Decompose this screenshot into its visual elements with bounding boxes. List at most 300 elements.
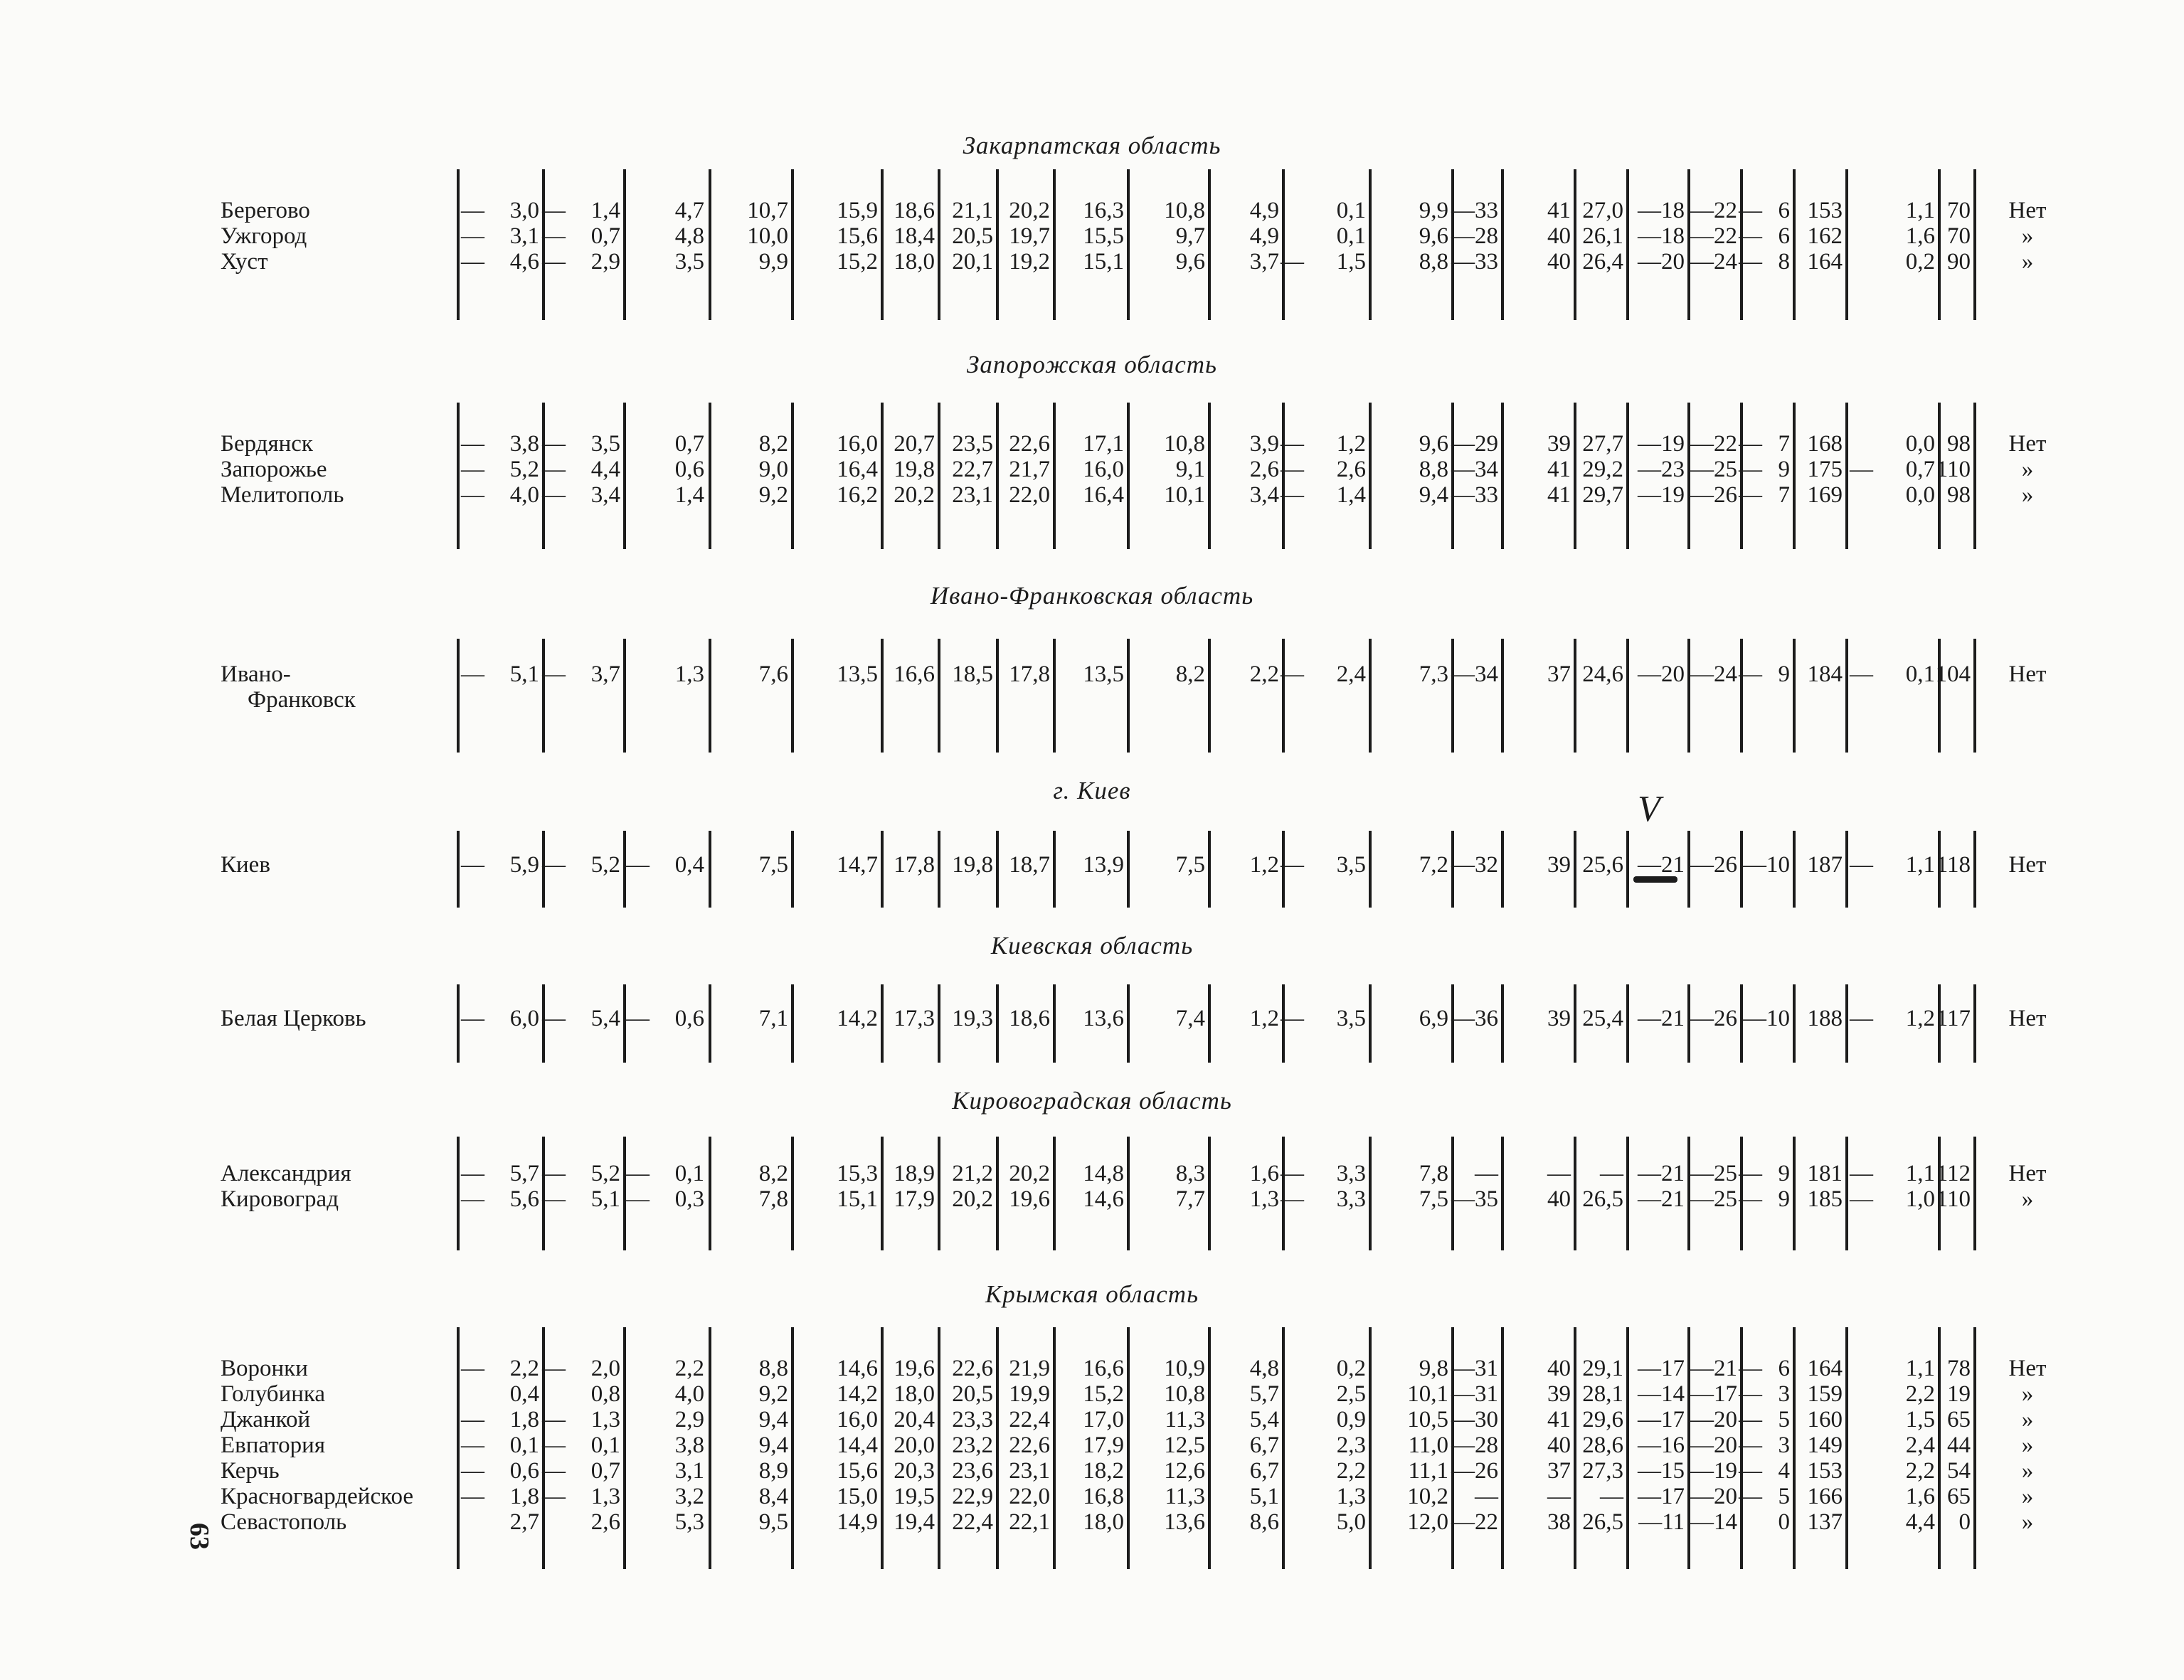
- table-cell: [1370, 198, 1448, 223]
- column-rule: [1626, 639, 1629, 753]
- cell-value: 117: [1936, 1006, 1971, 1031]
- table-cell: [993, 1006, 1050, 1031]
- cell-value: 21,2: [952, 1161, 993, 1186]
- cell-value: 149: [1807, 1432, 1843, 1458]
- cell-value: 4: [1778, 1458, 1790, 1484]
- cell-value: 14,6: [837, 1356, 878, 1381]
- table-cell: [936, 1458, 993, 1484]
- cell-value: 1,6: [1249, 1161, 1279, 1186]
- table-cell: [710, 1161, 788, 1186]
- cell-value: 17,8: [894, 852, 935, 878]
- cell-value: 10,2: [1407, 1484, 1448, 1509]
- cell-value: —22: [1690, 198, 1737, 223]
- cell-value: —14: [1690, 1509, 1737, 1535]
- station-name: Мелитополь: [221, 482, 344, 508]
- table-cell: [936, 1186, 993, 1212]
- table-cell: [1448, 1484, 1498, 1509]
- cell-value: 3,7: [1249, 249, 1279, 275]
- station-name: Воронки: [221, 1356, 308, 1381]
- column-rule: [1973, 831, 1976, 908]
- cell-value: 12,5: [1164, 1432, 1205, 1458]
- cell-value: 5,1: [1249, 1484, 1279, 1509]
- data-column: [710, 1161, 788, 1212]
- minus-sign: —: [1281, 1161, 1304, 1186]
- remark-none: Нет: [2008, 661, 2047, 687]
- table-cell: [936, 249, 993, 275]
- cell-value: 17,1: [1083, 431, 1124, 457]
- data-column: [1793, 852, 1843, 878]
- table-cell: [1850, 482, 1935, 508]
- table-cell: [1850, 1458, 1935, 1484]
- table-cell: [1793, 1006, 1843, 1031]
- table-cell: [1201, 1509, 1279, 1535]
- cell-value: 22,0: [1009, 1484, 1050, 1509]
- cell-value: 29,2: [1582, 457, 1623, 482]
- pen-check-mark: V: [1638, 789, 1660, 829]
- table-cell: [993, 661, 1050, 687]
- cell-value: 187: [1807, 852, 1843, 878]
- minus-sign: —: [461, 223, 484, 249]
- data-column: [1623, 198, 1685, 275]
- table-cell: [1739, 223, 1790, 249]
- cell-value: 20,2: [1009, 198, 1050, 223]
- cell-value: 19,5: [894, 1484, 935, 1509]
- remark-column: [1985, 1161, 2070, 1212]
- cell-value: 44: [1947, 1432, 1971, 1458]
- cell-value: —21: [1638, 1006, 1685, 1031]
- cell-value: 8,4: [758, 1484, 788, 1509]
- cell-value: 137: [1807, 1509, 1843, 1535]
- data-column: [1281, 852, 1366, 878]
- table-cell: [1127, 482, 1205, 508]
- cell-value: 153: [1807, 1458, 1843, 1484]
- cell-value: —34: [1451, 661, 1498, 687]
- cell-value: 3,0: [509, 198, 539, 223]
- data-column: [1046, 198, 1124, 275]
- table-cell: [993, 1509, 1050, 1535]
- table-cell: [1046, 1432, 1124, 1458]
- data-column: [878, 661, 935, 687]
- data-column: [1127, 431, 1205, 508]
- cell-value: 18,6: [894, 198, 935, 223]
- station-name: Севастополь: [221, 1509, 347, 1535]
- cell-value: 0,4: [509, 1381, 539, 1407]
- cell-value: 21,7: [1009, 457, 1050, 482]
- table-cell: [1574, 431, 1623, 457]
- column-rule: [1208, 639, 1211, 753]
- cell-value: 1,4: [674, 482, 704, 508]
- table-cell: [1574, 1161, 1623, 1186]
- cell-value: 3: [1778, 1381, 1790, 1407]
- cell-value: 11,1: [1408, 1458, 1448, 1484]
- cell-value: 9,7: [1175, 223, 1205, 249]
- table-cell: [1127, 1006, 1205, 1031]
- table-cell: [1448, 1186, 1498, 1212]
- minus-sign: —: [542, 198, 566, 223]
- cell-value: 159: [1807, 1381, 1843, 1407]
- data-column: [1500, 431, 1571, 508]
- cell-value: 9,0: [758, 457, 788, 482]
- cell-value: —26: [1451, 1458, 1498, 1484]
- cell-value: 0,7: [590, 223, 620, 249]
- table-cell: [1281, 1356, 1366, 1381]
- table-cell: [1935, 1509, 1971, 1535]
- cell-value: 0,1: [509, 1432, 539, 1458]
- cell-value: —17: [1690, 1381, 1737, 1407]
- table-cell: [542, 431, 620, 457]
- data-column: [1623, 852, 1685, 878]
- table-cell: [542, 1458, 620, 1484]
- cell-value: 19,2: [1009, 249, 1050, 275]
- data-column: [1448, 198, 1498, 275]
- cell-value: 16,0: [837, 1407, 878, 1432]
- data-column: [1370, 852, 1448, 878]
- data-column: [626, 431, 704, 508]
- data-column: [1500, 661, 1571, 687]
- table-cell: [1793, 482, 1843, 508]
- cell-value: —14: [1638, 1381, 1685, 1407]
- cell-value: 2,4: [1336, 661, 1366, 687]
- cell-value: 11,3: [1165, 1484, 1205, 1509]
- table-cell: [1686, 249, 1737, 275]
- data-column: [626, 661, 704, 687]
- cell-value: 0,1: [1905, 661, 1935, 687]
- table-cell: [626, 852, 704, 878]
- cell-value: 17,0: [1083, 1407, 1124, 1432]
- cell-value: 0,7: [674, 431, 704, 457]
- cell-value: 16,6: [894, 661, 935, 687]
- cell-value: 1,5: [1336, 249, 1366, 275]
- data-column: [793, 198, 878, 275]
- table-cell: [793, 1458, 878, 1484]
- cell-value: —10: [1743, 1006, 1790, 1031]
- cell-value: 4,7: [674, 198, 704, 223]
- remark-none: Нет: [2008, 1006, 2047, 1031]
- cell-value: 0,7: [590, 1458, 620, 1484]
- data-column: [936, 852, 993, 878]
- cell-value: 4,0: [509, 482, 539, 508]
- table-cell: [542, 852, 620, 878]
- minus-sign: —: [542, 661, 566, 687]
- table-cell: [1201, 1161, 1279, 1186]
- table-cell: [1739, 1356, 1790, 1381]
- cell-value: 175: [1807, 457, 1843, 482]
- table-cell: [1370, 852, 1448, 878]
- table-cell: [1574, 223, 1623, 249]
- data-column: [1850, 198, 1935, 275]
- table-cell: [1739, 661, 1790, 687]
- cell-value: —: [1600, 1484, 1623, 1509]
- table-cell: [1046, 1381, 1124, 1407]
- table-cell: [1623, 1006, 1685, 1031]
- table-cell: [1046, 661, 1124, 687]
- minus-sign: —: [542, 249, 566, 275]
- cell-value: 9,5: [758, 1509, 788, 1535]
- cell-value: —24: [1690, 661, 1737, 687]
- cell-value: —28: [1451, 223, 1498, 249]
- table-cell: [1850, 852, 1935, 878]
- table-cell: [936, 223, 993, 249]
- cell-value: 9,2: [758, 1381, 788, 1407]
- table-cell: [1739, 482, 1790, 508]
- table-cell: [1448, 1356, 1498, 1381]
- table-cell: [793, 198, 878, 223]
- region-title: г. Киев: [1053, 777, 1131, 804]
- column-rule: [457, 403, 460, 549]
- table-cell: [1201, 1356, 1279, 1381]
- table-cell: [461, 431, 539, 457]
- remark-none: Нет: [2008, 1356, 2047, 1381]
- table-cell: [1201, 1484, 1279, 1509]
- table-cell: [1448, 1407, 1498, 1432]
- minus-sign: —: [461, 1356, 484, 1381]
- cell-value: —25: [1690, 1161, 1737, 1186]
- table-cell: [1574, 852, 1623, 878]
- cell-value: 20,2: [1009, 1161, 1050, 1186]
- column-rule: [1740, 639, 1743, 753]
- cell-value: 9,4: [1419, 482, 1448, 508]
- table-cell: [1793, 249, 1843, 275]
- cell-value: 9,6: [1419, 223, 1448, 249]
- table-cell: [936, 482, 993, 508]
- cell-value: 7,7: [1175, 1186, 1205, 1212]
- table-cell: [1623, 431, 1685, 457]
- station-name: Киев: [221, 852, 270, 878]
- table-cell: [1935, 661, 1971, 687]
- data-column: [461, 1006, 539, 1031]
- column-rule: [938, 639, 940, 753]
- table-cell: [1850, 1006, 1935, 1031]
- minus-sign: —: [1850, 1161, 1873, 1186]
- minus-sign: —: [1850, 852, 1873, 878]
- table-cell: [1686, 1432, 1737, 1458]
- data-column: [1448, 1356, 1498, 1535]
- cell-value: —34: [1451, 457, 1498, 482]
- table-cell: [542, 1381, 620, 1407]
- table-cell: [1370, 1407, 1448, 1432]
- table-cell: [1850, 1381, 1935, 1407]
- minus-sign: —: [1739, 661, 1762, 687]
- table-cell: [1127, 457, 1205, 482]
- table-cell: [1370, 249, 1448, 275]
- table-cell: [1793, 1484, 1843, 1509]
- cell-value: 1,3: [1336, 1484, 1366, 1509]
- cell-value: 0,0: [1905, 431, 1935, 457]
- data-column: [1127, 852, 1205, 878]
- cell-value: —20: [1638, 661, 1685, 687]
- cell-value: 153: [1807, 198, 1843, 223]
- data-column: [1127, 661, 1205, 687]
- minus-sign: —: [461, 431, 484, 457]
- data-column: [1201, 198, 1279, 275]
- table-cell: [1127, 198, 1205, 223]
- data-column: [461, 1356, 539, 1535]
- column-rule: [1973, 403, 1976, 549]
- cell-value: 5,2: [590, 852, 620, 878]
- station-name: Ивано-: [221, 661, 291, 687]
- column-rule: [1793, 639, 1796, 753]
- cell-value: —: [1547, 1161, 1571, 1186]
- cell-value: 1,4: [590, 198, 620, 223]
- data-column: [1850, 852, 1935, 878]
- data-column: [1046, 1006, 1124, 1031]
- table-cell: [878, 661, 935, 687]
- column-rule: [1973, 1327, 1976, 1569]
- table-cell: [461, 1356, 539, 1381]
- table-cell: [1500, 661, 1571, 687]
- cell-value: —: [1475, 1161, 1498, 1186]
- table-cell: [1201, 1186, 1279, 1212]
- data-column: [626, 1006, 704, 1031]
- data-column: [1623, 431, 1685, 508]
- table-cell: [1448, 249, 1498, 275]
- table-cell: [1739, 431, 1790, 457]
- table-cell: [1448, 223, 1498, 249]
- data-column: [461, 1161, 539, 1212]
- cell-value: 19,6: [1009, 1186, 1050, 1212]
- column-rule: [457, 831, 460, 908]
- minus-sign: —: [542, 431, 566, 457]
- cell-value: 7,1: [758, 1006, 788, 1031]
- data-column: [1281, 1006, 1366, 1031]
- data-column: [1935, 1006, 1971, 1031]
- cell-value: —36: [1451, 1006, 1498, 1031]
- table-cell: [1850, 1484, 1935, 1509]
- table-cell: [461, 198, 539, 223]
- cell-value: —24: [1690, 249, 1737, 275]
- data-column: [1850, 661, 1935, 687]
- data-column: [1046, 1356, 1124, 1535]
- column-rule: [457, 984, 460, 1063]
- data-column: [1201, 1161, 1279, 1212]
- ditto-mark: »: [2021, 1381, 2034, 1407]
- cell-value: 23,1: [1009, 1458, 1050, 1484]
- cell-value: 9,9: [758, 249, 788, 275]
- column-rule: [1451, 639, 1454, 753]
- region-title: Крымская область: [985, 1280, 1199, 1308]
- cell-value: —21: [1638, 1186, 1685, 1212]
- remark-column: [1985, 852, 2070, 878]
- table-cell: [936, 1484, 993, 1509]
- data-column: [710, 852, 788, 878]
- cell-value: 0,1: [1336, 223, 1366, 249]
- data-column: [993, 198, 1050, 275]
- table-cell: [1127, 1509, 1205, 1535]
- cell-value: 10,0: [747, 223, 788, 249]
- cell-value: 0,1: [674, 1161, 704, 1186]
- table-cell: [1500, 1432, 1571, 1458]
- table-cell: [1850, 223, 1935, 249]
- minus-sign: —: [542, 1432, 566, 1458]
- table-cell: [1935, 1161, 1971, 1186]
- minus-sign: —: [461, 1186, 484, 1212]
- table-cell: [1686, 852, 1737, 878]
- table-cell: [626, 1484, 704, 1509]
- cell-value: 1,3: [674, 661, 704, 687]
- cell-value: 14,7: [837, 852, 878, 878]
- cell-value: 2,2: [509, 1356, 539, 1381]
- cell-value: —17: [1638, 1484, 1685, 1509]
- column-rule: [1845, 403, 1848, 549]
- remark-none: Нет: [2008, 852, 2047, 878]
- table-cell: [1574, 1509, 1623, 1535]
- table-cell: [878, 457, 935, 482]
- cell-value: 118: [1936, 852, 1971, 878]
- cell-value: 0,6: [674, 457, 704, 482]
- table-cell: [461, 482, 539, 508]
- table-cell: [1370, 431, 1448, 457]
- data-column: [710, 1006, 788, 1031]
- cell-value: 1,6: [1905, 1484, 1935, 1509]
- cell-value: 18,4: [894, 223, 935, 249]
- table-cell: [542, 457, 620, 482]
- minus-sign: —: [461, 1458, 484, 1484]
- cell-value: 3,4: [590, 482, 620, 508]
- cell-value: 20,1: [952, 249, 993, 275]
- cell-value: 162: [1807, 223, 1843, 249]
- data-column: [1850, 1356, 1935, 1535]
- cell-value: 16,6: [1083, 1356, 1124, 1381]
- cell-value: —23: [1638, 457, 1685, 482]
- table-cell: [878, 482, 935, 508]
- table-cell: [1201, 198, 1279, 223]
- table-cell: [1793, 223, 1843, 249]
- cell-value: —19: [1638, 431, 1685, 457]
- cell-value: 8,6: [1249, 1509, 1279, 1535]
- table-cell: [1739, 1381, 1790, 1407]
- cell-value: 5,7: [509, 1161, 539, 1186]
- table-cell: [1448, 1006, 1498, 1031]
- cell-value: 40: [1547, 223, 1571, 249]
- minus-sign: —: [1850, 1006, 1873, 1031]
- table-cell: [1850, 431, 1935, 457]
- cell-value: 18,0: [894, 249, 935, 275]
- table-cell: [1935, 1006, 1971, 1031]
- table-cell: [626, 661, 704, 687]
- cell-value: 5: [1778, 1484, 1790, 1509]
- cell-value: 8,2: [758, 431, 788, 457]
- column-rule: [457, 639, 460, 753]
- cell-value: —: [1600, 1161, 1623, 1186]
- cell-value: 70: [1947, 198, 1971, 223]
- cell-value: 18,7: [1009, 852, 1050, 878]
- cell-value: 5,7: [1249, 1381, 1279, 1407]
- cell-value: 2,2: [1249, 661, 1279, 687]
- column-rule: [1574, 639, 1576, 753]
- table-cell: [1739, 1161, 1790, 1186]
- table-cell: [993, 1186, 1050, 1212]
- table-cell: [1370, 1484, 1448, 1509]
- cell-value: —15: [1638, 1458, 1685, 1484]
- table-cell: [1850, 1356, 1935, 1381]
- region-title: Кировоградская область: [952, 1087, 1232, 1115]
- table-cell: [710, 1006, 788, 1031]
- cell-value: 13,9: [1083, 852, 1124, 878]
- data-column: [936, 661, 993, 687]
- data-column: [1623, 1356, 1685, 1535]
- table-cell: [626, 1186, 704, 1212]
- cell-value: 1,2: [1249, 1006, 1279, 1031]
- table-cell: [1623, 1186, 1685, 1212]
- cell-value: 19,8: [952, 852, 993, 878]
- table-cell: [1623, 661, 1685, 687]
- table-cell: [878, 223, 935, 249]
- remark-none: Нет: [2008, 431, 2047, 457]
- minus-sign: —: [542, 1006, 566, 1031]
- table-cell: [793, 482, 878, 508]
- region-title: Киевская область: [990, 932, 1194, 959]
- table-cell: [1127, 431, 1205, 457]
